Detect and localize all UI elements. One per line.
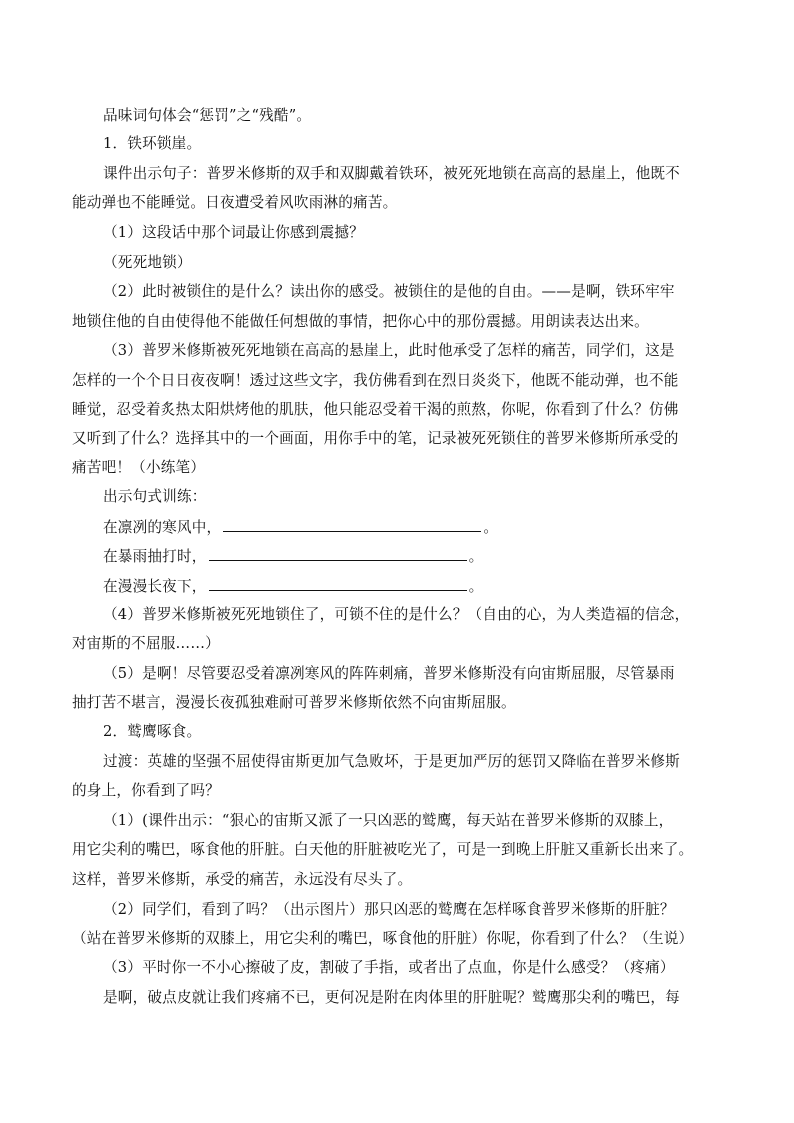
question-line: （2）此时被锁住的是什么？读出你的感受。被锁住的是他的自由。——是啊，铁环牢牢 bbox=[103, 283, 675, 300]
paragraph-line: 痛苦吧！（小练笔） bbox=[72, 459, 206, 476]
fill-in-prompt: 在暴雨抽打时， bbox=[103, 548, 207, 565]
fill-in-blank bbox=[209, 575, 467, 591]
fill-in-blank bbox=[223, 516, 481, 532]
fill-in-end: 。 bbox=[483, 519, 499, 536]
subheading-eagle: 2．鹫鹰啄食。 bbox=[103, 723, 202, 740]
paragraph-line: 能动弹也不能睡觉。日夜遭受着风吹雨淋的痛苦。 bbox=[72, 194, 398, 211]
fill-in-prompt: 在漫漫长夜下， bbox=[103, 578, 207, 595]
question-line: （4）普罗米修斯被死死地锁住了，可锁不住的是什么？（自由的心，为人类造福的信念， bbox=[103, 606, 690, 623]
paragraph-line: 睡觉，忍受着炙热太阳烘烤他的肌肤，他只能忍受着干渴的煎熬，你呢，你看到了什么？仿佛 bbox=[72, 401, 679, 418]
paragraph-line: 怎样的一个个日日夜夜啊！透过这些文字，我仿佛看到在烈日炎炎下，他既不能动弹，也不能 bbox=[72, 372, 679, 389]
subheading-iron-ring: 1．铁环锁崖。 bbox=[103, 135, 202, 152]
paragraph-line: 对宙斯的不屈服……） bbox=[72, 635, 220, 652]
section-heading: 品味词句体会“惩罚”之“残酷”。 bbox=[103, 107, 312, 124]
fill-in-blank bbox=[209, 545, 467, 561]
exercise-heading: 出示句式训练： bbox=[103, 488, 207, 505]
question-line: （5）是啊！尽管要忍受着凛冽寒风的阵阵刺痛，普罗米修斯没有向宙斯屈服，尽管暴雨 bbox=[103, 665, 675, 682]
fill-in-end: 。 bbox=[468, 578, 484, 595]
fill-in-line bbox=[103, 545, 483, 567]
fill-in-line bbox=[103, 516, 498, 538]
paragraph-line: 课件出示句子：普罗米修斯的双手和双脚戴着铁环，被死死地锁在高高的悬崖上，他既不 bbox=[103, 165, 680, 182]
question-line: （1）(课件出示：“狠心的宙斯又派了一只凶恶的鹫鹰，每天站在普罗米修斯的双膝上， bbox=[103, 812, 674, 829]
fill-in-end: 。 bbox=[468, 548, 484, 565]
paragraph-line: 用它尖利的嘴巴，啄食他的肝脏。白天他的肝脏被吃光了，可是一到晚上肝脏又重新长出来了。 bbox=[72, 841, 694, 858]
question-line: （3）平时你一不小心擦破了皮，割破了手指，或者出了点血，你是什么感受？（疼痛） bbox=[103, 959, 675, 976]
paragraph-line: 是啊，破点皮就让我们疼痛不已，更何况是附在肉体里的肝脏呢？鹫鹰那尖利的嘴巴，每 bbox=[103, 989, 680, 1006]
answer-line: （死死地锁） bbox=[103, 254, 192, 271]
paragraph-line: 抽打苦不堪言，漫漫长夜孤独难耐可普罗米修斯依然不向宙斯屈服。 bbox=[72, 694, 516, 711]
question-line: （1）这段话中那个词最让你感到震撼？ bbox=[103, 224, 364, 241]
question-line: （3）普罗米修斯被死死地锁在高高的悬崖上，此时他承受了怎样的痛苦，同学们，这是 bbox=[103, 342, 675, 359]
paragraph-line: 这样，普罗米修斯，承受的痛苦，永远没有尽头了。 bbox=[72, 871, 413, 888]
paragraph-line: 又听到了什么？选择其中的一个画面，用你手中的笔，记录被死死锁住的普罗米修斯所承受的 bbox=[72, 430, 679, 447]
paragraph-line: 过渡：英雄的坚强不屈使得宙斯更加气急败坏，于是更加严厉的惩罚又降临在普罗米修斯 bbox=[103, 753, 680, 770]
paragraph-line: （站在普罗米修斯的双膝上，用它尖利的嘴巴，啄食他的肝脏）你呢，你看到了什么？（生说） bbox=[72, 930, 694, 947]
fill-in-prompt: 在凛冽的寒风中， bbox=[103, 519, 222, 536]
paragraph-line: 地锁住他的自由使得他不能做任何想做的事情，把你心中的那份震撼。用朗读表达出来。 bbox=[72, 313, 649, 330]
question-line: （2）同学们，看到了吗？（出示图片）那只凶恶的鹫鹰在怎样啄食普罗米修斯的肝脏？ bbox=[103, 901, 675, 918]
paragraph-line: 的身上，你看到了吗？ bbox=[72, 782, 220, 799]
fill-in-line bbox=[103, 575, 483, 597]
